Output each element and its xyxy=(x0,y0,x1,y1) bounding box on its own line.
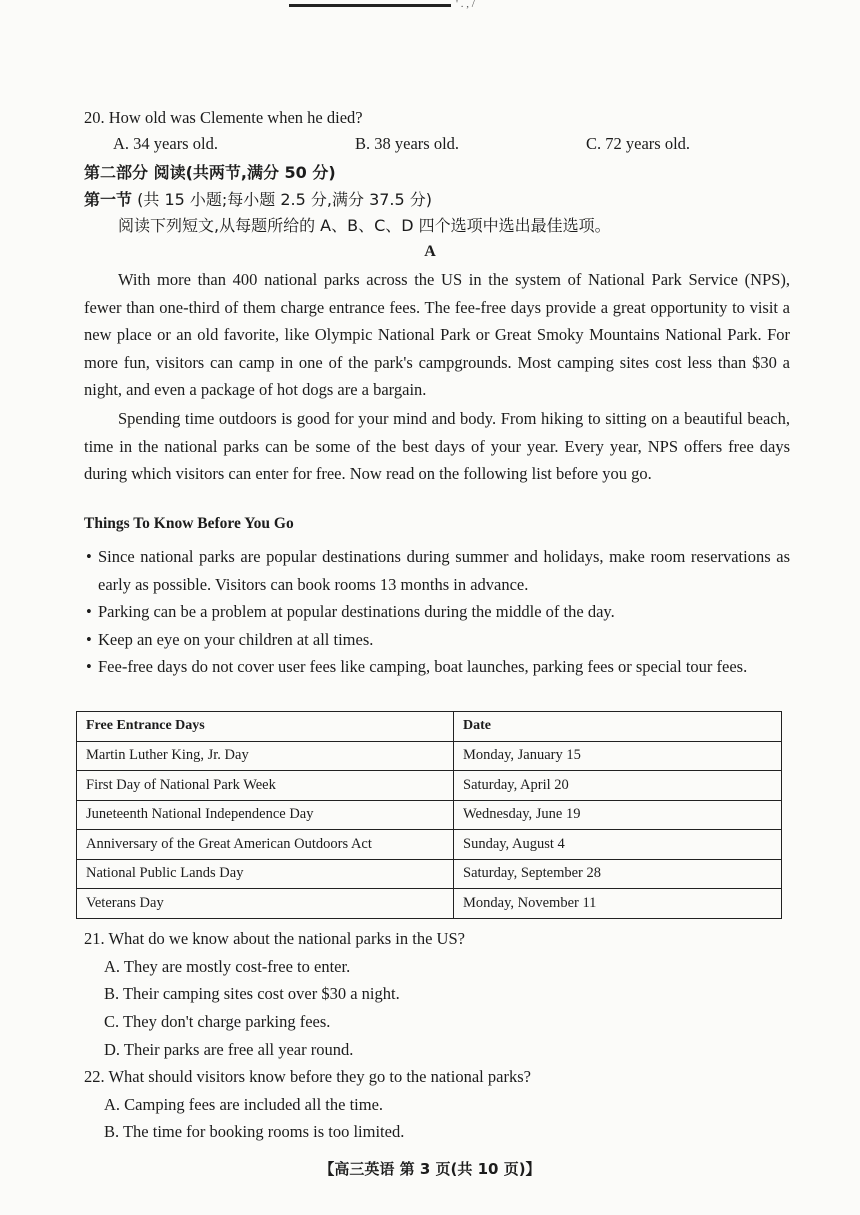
table-cell-day: National Public Lands Day xyxy=(77,859,454,889)
list-item xyxy=(84,653,790,681)
paragraph-2 xyxy=(84,405,790,488)
table-cell-date: Wednesday, June 19 xyxy=(454,800,782,830)
question-21-option-c: C. They don't charge parking fees. xyxy=(104,1012,331,1031)
table-cell-date: Saturday, September 28 xyxy=(454,859,782,889)
question-21-stem: 21. What do we know about the national parks in the US? xyxy=(84,929,465,948)
section-subtitle-lead: 第一节 xyxy=(84,190,133,209)
passage-letter: A xyxy=(424,243,436,260)
question-22-option-a: A. Camping fees are included all the time. xyxy=(104,1095,384,1114)
top-scan-bar xyxy=(289,4,451,7)
question-22-option-b: B. The time for booking rooms is too limited. xyxy=(104,1122,405,1141)
tips-list xyxy=(84,543,790,681)
table-cell-day: Veterans Day xyxy=(77,889,454,919)
bullet-icon: • xyxy=(86,657,92,676)
table-row xyxy=(77,889,782,919)
question-20-stem: 20. How old was Clemente when he died? xyxy=(84,108,363,127)
paragraph-2-text: Spending time outdoors is good for your mind and body. From hiking to sitting on a beautiful beach, time in the national parks can be some of the best days of your year. Every year, NPS offers free days during which visitors can enter for free. Now read on the following list before you go. xyxy=(84,409,790,483)
free-days-table xyxy=(76,711,782,919)
paragraph-1-text: With more than 400 national parks across the US in the system of National Park Service (NPS), fewer than one-third of them charge entrance fees. The fee-free days provide a great opportunity to visit a new place or an old favorite, like Olympic National Park or Great Smoky Mountains National Park. For more fun, visitors can camp in one of the park's campgrounds. Most camping sites cost less than $30 a night, and even a package of hot dogs are a bargain. xyxy=(84,270,790,399)
question-22-stem: 22. What should visitors know before they go to the national parks? xyxy=(84,1067,531,1086)
table-row xyxy=(77,800,782,830)
reading-instruction: 阅读下列短文,从每题所给的 A、B、C、D 四个选项中选出最佳选项。 xyxy=(118,216,611,235)
list-item xyxy=(84,543,790,598)
page-footer: 【高三英语 第 3 页(共 10 页)】 xyxy=(319,1160,541,1178)
table-row xyxy=(77,741,782,771)
table-row xyxy=(77,859,782,889)
table-header-date: Date xyxy=(454,712,782,742)
table-header-day: Free Entrance Days xyxy=(77,712,454,742)
question-20-option-a: A. 34 years old. xyxy=(113,134,218,153)
table-cell-day: First Day of National Park Week xyxy=(77,771,454,801)
question-21-option-b: B. Their camping sites cost over $30 a night. xyxy=(104,984,400,1003)
list-item-text: Parking can be a problem at popular destinations during the middle of the day. xyxy=(98,602,615,621)
section-subtitle xyxy=(84,187,432,210)
table-cell-day: Juneteenth National Independence Day xyxy=(77,800,454,830)
table-cell-date: Monday, January 15 xyxy=(454,741,782,771)
question-21-option-a: A. They are mostly cost-free to enter. xyxy=(104,957,351,976)
list-item-text: Keep an eye on your children at all times. xyxy=(98,629,374,649)
table-cell-date: Sunday, August 4 xyxy=(454,830,782,860)
question-20-option-c: C. 72 years old. xyxy=(586,134,691,153)
paragraph-1 xyxy=(84,266,790,404)
list-title: Things To Know Before You Go xyxy=(84,515,294,532)
table-row xyxy=(77,771,782,801)
question-20-option-b: B. 38 years old. xyxy=(355,134,460,153)
list-item-text: Fee-free days do not cover user fees like camping, boat launches, parking fees or special tour fees. xyxy=(98,657,748,676)
table-cell-day: Anniversary of the Great American Outdoors Act xyxy=(77,830,454,860)
list-item xyxy=(84,626,790,654)
bullet-icon: • xyxy=(86,602,92,621)
bullet-icon: • xyxy=(86,547,92,566)
top-scan-mark: ' . , / xyxy=(456,0,475,10)
table-cell-date: Saturday, April 20 xyxy=(454,771,782,801)
bullet-icon: • xyxy=(86,629,92,649)
list-item-text: Since national parks are popular destinations during summer and holidays, make room reservations as early as possible. Visitors can book rooms 13 months in advance. xyxy=(98,547,790,594)
table-header-row xyxy=(77,712,782,742)
part-title: 第二部分 阅读(共两节,满分 50 分) xyxy=(84,163,336,182)
section-subtitle-rest: (共 15 小题;每小题 2.5 分,满分 37.5 分) xyxy=(137,190,433,209)
table-cell-date: Monday, November 11 xyxy=(454,889,782,919)
list-item xyxy=(84,598,790,626)
question-21-option-d: D. Their parks are free all year round. xyxy=(104,1040,354,1059)
table-cell-day: Martin Luther King, Jr. Day xyxy=(77,741,454,771)
table-row xyxy=(77,830,782,860)
